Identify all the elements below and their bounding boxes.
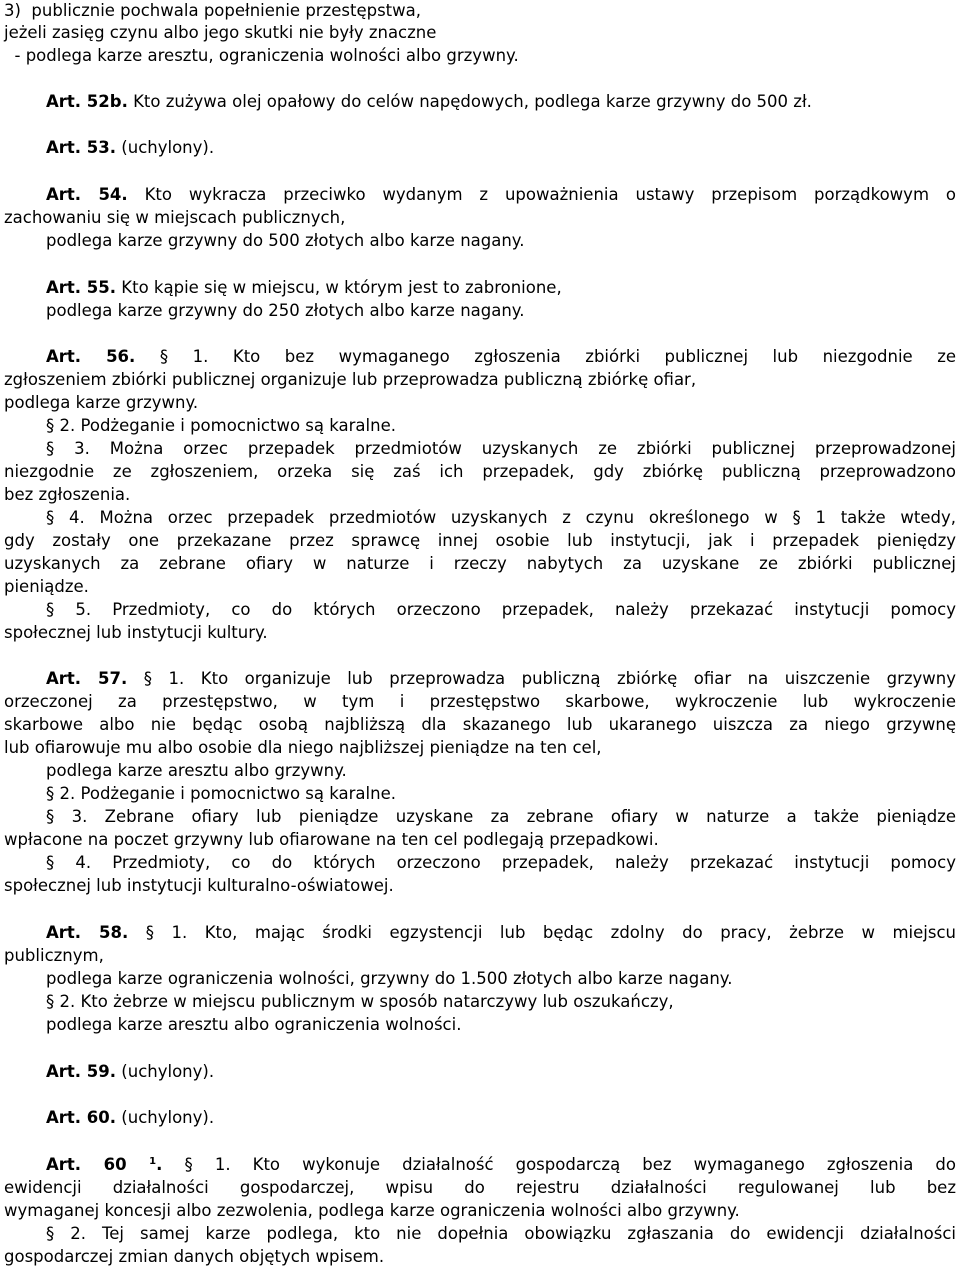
article-57 — [46, 668, 956, 690]
text-line: podlega karze aresztu albo grzywny. — [46, 761, 347, 780]
text-line: skarbowe albo nie będąc osobą najbliższą dla skazanego lub ukaranego uiszcza za niego grzywnę — [4, 715, 956, 734]
text-line: (uchylony). — [121, 1062, 215, 1081]
text-line: § 1. Kto wykonuje działalność gospodarczą bez wymaganego zgłoszenia do — [184, 1155, 956, 1174]
text-line: 3) publicznie pochwala popełnienie przestępstwa, — [4, 1, 422, 20]
text-line: niezgodnie ze zgłoszeniem, orzeka się zaś ich przepadek, gdy zbiórkę publiczną przeprowadzono — [4, 462, 956, 481]
article-heading: Art. 52b. — [46, 92, 128, 111]
text-line: wymaganej koncesji albo zezwolenia, podlega karze ograniczenia wolności albo grzywny. — [4, 1201, 740, 1220]
text-line: lub ofiarowuje mu albo osobie dla niego najbliższej pieniądze na ten cel, — [4, 738, 602, 757]
article-heading: Art. 58. — [46, 923, 129, 942]
article-heading: Art. 56. — [46, 347, 136, 366]
text-line: § 2. Podżeganie i pomocnictwo są karalne. — [46, 784, 396, 803]
text-line: - podlega karze aresztu, ograniczenia wolności albo grzywny. — [4, 46, 519, 65]
text-line: podlega karze ograniczenia wolności, grzywny do 1.500 złotych albo karze nagany. — [46, 969, 733, 988]
article-52b — [46, 91, 812, 113]
text-line: bez zgłoszenia. — [4, 485, 131, 504]
text-line: § 3. Zebrane ofiary lub pieniądze uzyskane za zebrane ofiary w naturze a także pieniądze — [46, 807, 956, 826]
text-line: § 2. Podżeganie i pomocnictwo są karalne. — [46, 416, 396, 435]
text-line: gospodarczej zmian danych objętych wpisem. — [4, 1247, 385, 1266]
article-53 — [46, 137, 214, 159]
article-55 — [46, 277, 562, 299]
text-line: Kto zużywa olej opałowy do celów napędowych, podlega karze grzywny do 500 zł. — [133, 92, 812, 111]
article-56 — [46, 346, 956, 368]
text-line: (uchylony). — [121, 138, 215, 157]
text-line: społecznej lub instytucji kulturalno-oświatowej. — [4, 876, 394, 895]
text-line: społecznej lub instytucji kultury. — [4, 623, 268, 642]
text-line: pieniądze. — [4, 577, 89, 596]
text-line: publicznym, — [4, 946, 104, 965]
text-line: § 4. Przedmioty, co do których orzeczono przepadek, należy przekazać instytucji pomocy — [46, 853, 956, 872]
article-heading: Art. 53. — [46, 138, 117, 157]
text-line: § 2. Tej samej karze podlega, kto nie dopełnia obowiązku zgłaszania do ewidencji działalności — [46, 1224, 956, 1243]
text-line: Kto wykracza przeciwko wydanym z upoważnienia ustawy przepisom porządkowym o — [144, 185, 956, 204]
text-line: § 4. Można orzec przepadek przedmiotów uzyskanych z czynu określonego w § 1 także wtedy, — [46, 508, 956, 527]
text-line: podlega karze grzywny. — [4, 393, 199, 412]
superscript: 1 — [149, 1156, 157, 1167]
article-60 — [46, 1107, 214, 1129]
text-line: gdy zostały one przekazane przez sprawcę innej osobie lub instytucji, jak i przepadek pieniędzy — [4, 531, 956, 550]
article-58 — [46, 922, 956, 944]
text-line: § 1. Kto bez wymaganego zgłoszenia zbiórki publicznej lub niezgodnie ze — [159, 347, 957, 366]
text-line: ewidencji działalności gospodarczej, wpisu do rejestru działalności regulowanej lub bez — [4, 1178, 956, 1197]
text-line: § 3. Można orzec przepadek przedmiotów uzyskanych ze zbiórki publicznej przeprowadzonej — [46, 439, 956, 458]
text-line: uzyskanych za zebrane ofiary w naturze i rzeczy nabytych za uzyskane ze zbiórki publicznej — [4, 554, 956, 573]
text-line: podlega karze grzywny do 500 złotych albo karze nagany. — [46, 231, 525, 250]
text-line: § 2. Kto żebrze w miejscu publicznym w sposób natarczywy lub oszukańczy, — [46, 992, 674, 1011]
text-line: § 1. Kto organizuje lub przeprowadza publiczną zbiórkę ofiar na uiszczenie grzywny — [143, 669, 956, 688]
text-line: orzeczonej za przestępstwo, w tym i przestępstwo skarbowe, wykroczenie lub wykroczenie — [4, 692, 956, 711]
text-line: wpłacone na poczet grzywny lub ofiarowane na ten cel podlegają przepadkowi. — [4, 830, 659, 849]
article-heading: Art. 55. — [46, 278, 117, 297]
text-line: (uchylony). — [121, 1108, 215, 1127]
text-line: podlega karze aresztu albo ograniczenia wolności. — [46, 1015, 462, 1034]
text-line: § 5. Przedmioty, co do których orzeczono przepadek, należy przekazać instytucji pomocy — [46, 600, 956, 619]
text-line: podlega karze grzywny do 250 złotych albo karze nagany. — [46, 301, 525, 320]
article-60-1 — [46, 1154, 956, 1176]
text-line: § 1. Kto, mając środki egzystencji lub będąc zdolny do pracy, żebrze w miejscu — [145, 923, 956, 942]
text-line: zachowaniu się w miejscach publicznych, — [4, 208, 346, 227]
article-heading: Art. 54. — [46, 185, 128, 204]
text-line: zgłoszeniem zbiórki publicznej organizuje lub przeprowadza publiczną zbiórkę ofiar, — [4, 370, 697, 389]
text-line: Kto kąpie się w miejscu, w którym jest to zabronione, — [121, 278, 562, 297]
article-heading: Art. 57. — [46, 669, 128, 688]
text-line: jeżeli zasięg czynu albo jego skutki nie były znaczne — [4, 23, 437, 42]
article-heading: Art. 59. — [46, 1062, 117, 1081]
article-heading: Art. 60 $^1$. — [46, 1155, 163, 1174]
article-59 — [46, 1061, 214, 1083]
article-54 — [46, 184, 956, 206]
article-heading: Art. 60. — [46, 1108, 117, 1127]
